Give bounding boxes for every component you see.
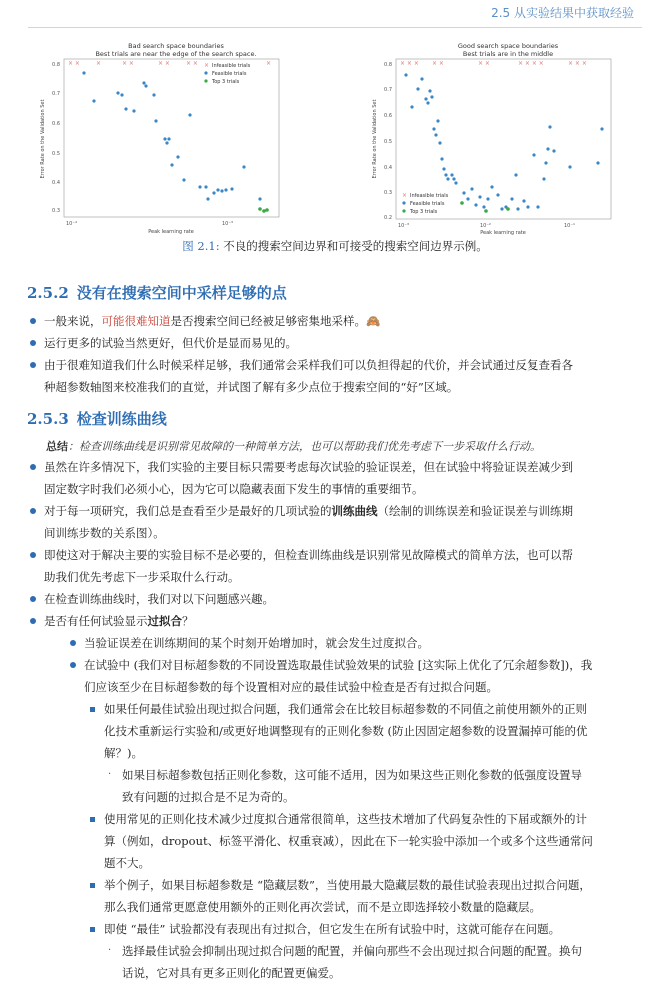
right-feasible-points xyxy=(404,73,603,210)
section-252-title: 没有在搜索空间中采样足够的点 xyxy=(76,284,287,302)
left-ytick-0.8: 0.8 xyxy=(52,62,60,68)
bullet-icon xyxy=(90,883,95,888)
section-252-number: 2.5.2 xyxy=(27,284,69,302)
right-ytick-0.8: 0.8 xyxy=(384,62,392,68)
left-plot-frame xyxy=(64,59,279,217)
list-item: 当验证误差在训练期间的某个时刻开始增加时，就会发生过度拟合。 xyxy=(28,632,636,654)
bullet-icon xyxy=(70,640,76,646)
summary-text: ：检查训练曲线是识别常见故障的一种简单方法，也可以帮助我们优先考虑下一步采取什么行动。 xyxy=(68,440,541,453)
list-item: 是否有任何试验显示过拟合？ xyxy=(28,610,636,632)
right-legend-infeasible: Infeasible trials xyxy=(410,193,449,199)
right-plot-title-1: Good search space boundaries xyxy=(457,42,559,50)
svg-text:×: × xyxy=(402,192,408,199)
svg-text:× ×: × × xyxy=(478,60,490,67)
dash-icon: · xyxy=(108,945,112,956)
left-ytick-0.3: 0.3 xyxy=(52,208,60,214)
dash-icon: · xyxy=(108,769,112,780)
left-legend xyxy=(204,62,251,85)
svg-text:× ×: × × xyxy=(432,60,444,67)
right-ytick-0.7: 0.7 xyxy=(384,87,392,93)
list-item: 一般来说，可能很难知道是否搜索空间已经被足够密集地采样。🙈 xyxy=(28,310,636,332)
left-xtick-1: 10⁻⁴ xyxy=(66,221,78,227)
svg-text:× ×: × × xyxy=(68,60,80,67)
list-item: 对于每一项研究，我们总是查看至少是最好的几项试验的训练曲线（绘制的训练误差和验证误差与训练期 间训练步数的关系图）。 xyxy=(28,500,636,544)
right-xtick-2: 10⁻² xyxy=(480,223,492,229)
right-plot xyxy=(368,39,618,235)
list-item: 运行更多的试验当然更好，但代价是显而易见的。 xyxy=(28,332,636,354)
bullet-icon xyxy=(90,707,95,712)
right-xtick-1: 10⁻³ xyxy=(398,223,410,229)
svg-text:× ×: × × xyxy=(122,60,134,67)
left-plot-title-1: Bad search space boundaries xyxy=(128,42,224,50)
left-feasible-points xyxy=(82,71,261,200)
right-ytick-0.4: 0.4 xyxy=(384,165,392,171)
bullet-icon xyxy=(90,817,95,822)
red-link[interactable]: 可能很难知道 xyxy=(101,314,171,328)
figure-caption-text: 不良的搜索空间边界和可接受的搜索空间边界示例。 xyxy=(219,239,488,253)
summary-label: 总结 xyxy=(46,440,68,453)
right-legend-top3: Top 3 trials xyxy=(410,209,438,215)
right-legend xyxy=(402,192,449,215)
left-ylabel: Error Rate on the Validation Set xyxy=(40,99,46,179)
bullet-icon xyxy=(30,318,36,324)
right-ytick-0.5: 0.5 xyxy=(384,139,392,145)
right-xtick-3: 10⁻¹ xyxy=(564,223,576,229)
section-253-number: 2.5.3 xyxy=(27,410,69,428)
bullet-icon xyxy=(70,662,76,668)
list-item: 举个例子，如果目标超参数是 “隐藏层数”，当使用最大隐藏层数的最佳试验表现出过拟合问题， 那么我们通常更愿意使用额外的正则化再次尝试，而不是立即选择较小数量的隐藏层。 xyxy=(28,874,636,918)
list-item: 即使这对于解决主要的实验目标不是必要的，但检查训练曲线是识别常见故障模式的简单方法，也可以帮 助我们优先考虑下一步采取什么行动。 xyxy=(28,544,636,588)
section-252-heading[interactable] xyxy=(27,282,287,303)
list-item: 即使 “最佳” 试验都没有表现出有过拟合，但它发生在所有试验中时，这就可能存在问题。 xyxy=(28,918,636,940)
left-ytick-0.6: 0.6 xyxy=(52,121,60,127)
list-item: · 选择最佳试验会抑制出现过拟合问题的配置，并偏向那些不会出现过拟合问题的配置。换句 话说，它对具有更多正则化的配置更偏爱。 xyxy=(28,940,636,984)
summary-line xyxy=(46,438,541,454)
svg-text:× ×: × × xyxy=(158,60,170,67)
list-item: 虽然在许多情况下，我们实验的主要目标只需要考虑每次试验的验证误差，但在试验中将验证误差减少到 固定数字时我们必须小心，因为它可以隐藏表面下发生的事情的重要细节。 xyxy=(28,456,636,500)
bullet-icon xyxy=(30,618,36,624)
list-item: 使用常见的正则化技术减少过度拟合通常很简单，这些技术增加了代码复杂性的下届或额外的计 算（例如，dropout、标签平滑化、权重衰减），因此在下一轮实验中添加一个或多个这些通常问 题不大。 xyxy=(28,808,636,874)
right-ytick-0.3: 0.3 xyxy=(384,190,392,196)
section-253-heading[interactable] xyxy=(27,408,167,429)
svg-text:×: × xyxy=(266,60,272,67)
left-top3-points xyxy=(258,207,269,213)
right-ytick-0.2: 0.2 xyxy=(384,215,392,221)
header-rule xyxy=(28,27,642,28)
left-legend-infeasible: Infeasible trials xyxy=(212,63,251,69)
left-plot-title-2: Best trials are near the edge of the search space. xyxy=(95,50,257,58)
bullet-icon xyxy=(30,508,36,514)
left-ytick-0.7: 0.7 xyxy=(52,91,60,97)
left-legend-feasible: Feasible trials xyxy=(212,71,247,77)
list-item: 由于很难知道我们什么时候采样足够，我们通常会采样我们可以负担得起的代价，并会试通过反复查看各 种超参数轴图来校准我们的直觉，并试图了解有多少点位于搜索空间的“好”区域。 xyxy=(28,354,636,398)
list-item: · 如果目标超参数包括正则化参数，这可能不适用，因为如果这些正则化参数的低强度设置导 致有问题的过拟合是不足为奇的。 xyxy=(28,764,636,808)
left-legend-top3: Top 3 trials xyxy=(212,79,240,85)
bullet-icon xyxy=(90,927,95,932)
right-ylabel: Error Rate on the Validation Set xyxy=(372,99,378,179)
section-252-list xyxy=(28,310,636,398)
list-item: 在检查训练曲线时，我们对以下问题感兴趣。 xyxy=(28,588,636,610)
list-item: 如果任何最佳试验出现过拟合问题，我们通常会在比较目标超参数的不同值之前使用额外的正则 化技术重新运行实验和/或更好地调整现有的正则化参数 (防止因固定超参数的设置漏掉可能的优 解？)。 xyxy=(28,698,636,764)
left-ytick-0.4: 0.4 xyxy=(52,180,60,186)
svg-text:×: × xyxy=(204,62,210,69)
svg-text:× ×: × × xyxy=(186,60,198,67)
right-plot-title-2: Best trials are in the middle xyxy=(462,50,554,58)
figure-caption xyxy=(0,238,670,254)
right-infeasible-points xyxy=(400,60,587,67)
bullet-icon xyxy=(30,596,36,602)
bullet-icon xyxy=(30,552,36,558)
svg-text:× × ×: × × × xyxy=(568,60,587,67)
left-xlabel: Peak learning rate xyxy=(148,229,194,235)
bullet-icon xyxy=(30,340,36,346)
svg-text:×: × xyxy=(96,60,102,67)
section-253-title: 检查训练曲线 xyxy=(76,410,167,428)
left-ytick-0.5: 0.5 xyxy=(52,151,60,157)
section-253-list xyxy=(28,456,636,984)
list-item: 在试验中 (我们对目标超参数的不同设置选取最佳试验效果的试验 [这实际上优化了冗余超参数])，我 们应该至少在目标超参数的每个设置相对应的最佳试验中检查是否有过拟合问题。 xyxy=(28,654,636,698)
bullet-icon xyxy=(30,464,36,470)
bullet-icon xyxy=(30,362,36,368)
right-legend-feasible: Feasible trials xyxy=(410,201,445,207)
figure-caption-label: 图 2.1: xyxy=(182,239,220,253)
left-plot xyxy=(36,39,286,235)
left-xtick-2: 10⁻³ xyxy=(222,221,234,227)
right-xlabel: Peak learning rate xyxy=(480,230,526,235)
right-ytick-0.6: 0.6 xyxy=(384,113,392,119)
running-header: 2.5 从实验结果中获取经验 xyxy=(491,6,634,20)
svg-text:× × × ×: × × × × xyxy=(518,60,544,67)
svg-text:× × ×: × × × xyxy=(400,60,419,67)
